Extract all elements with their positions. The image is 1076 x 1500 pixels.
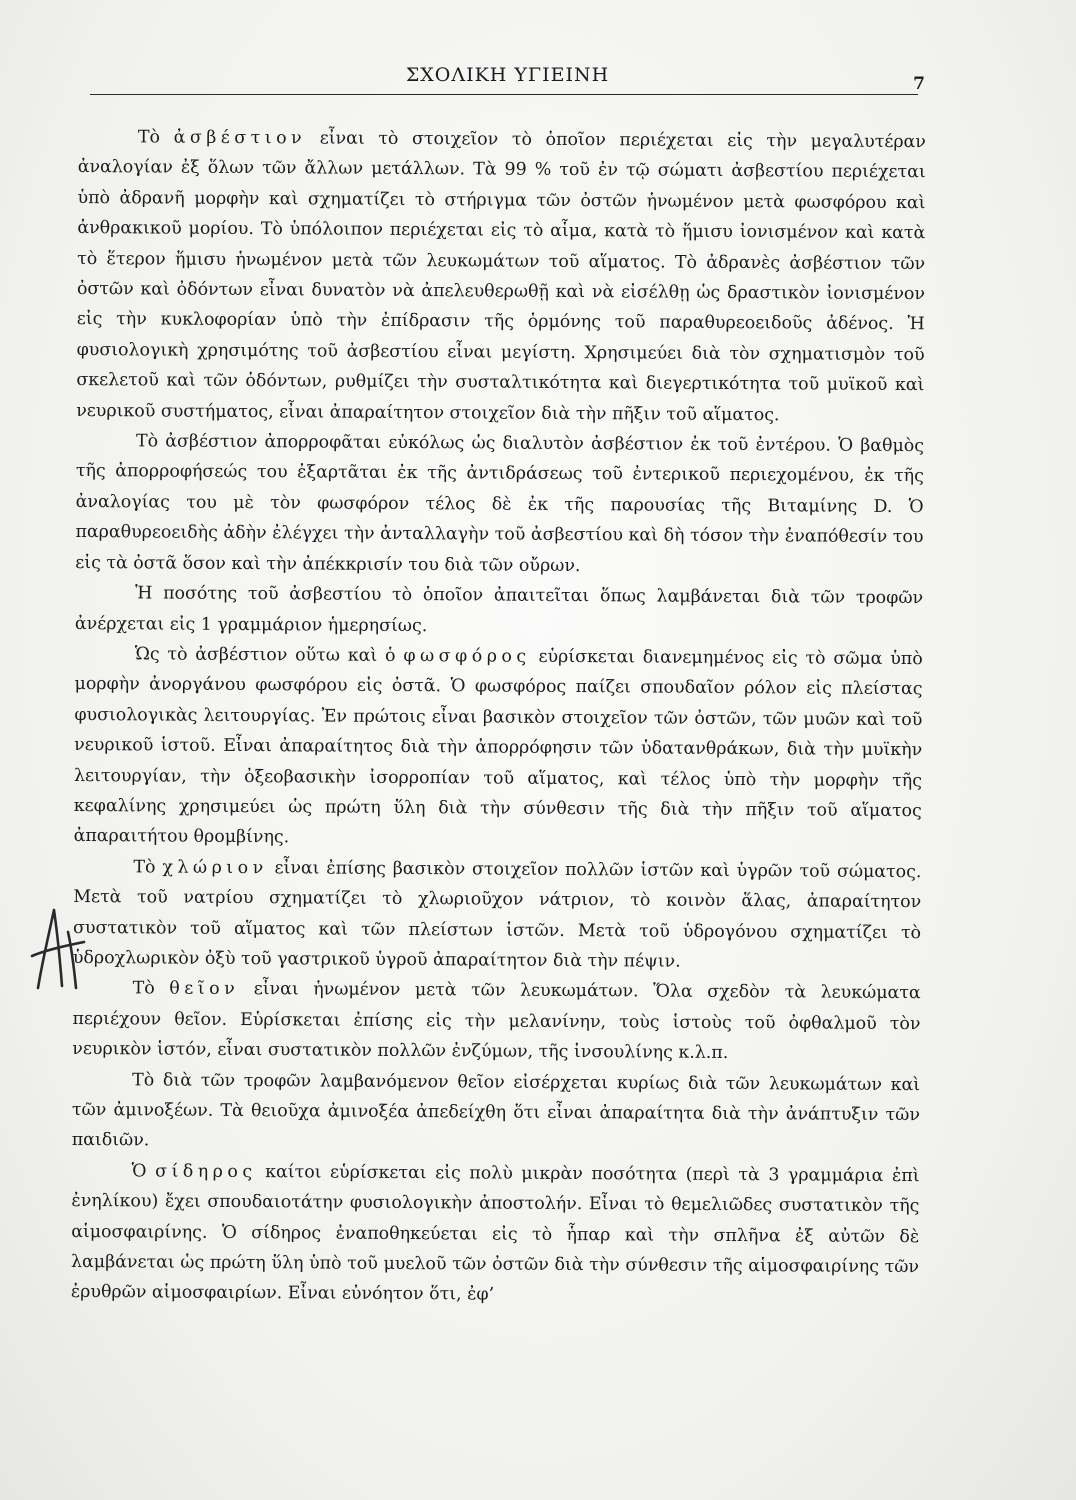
paragraph-iron bbox=[71, 1156, 920, 1313]
paragraph-phosphorus bbox=[74, 639, 923, 857]
paragraph-text: εὑρίσκεται διανεμημένος εἰς τὸ σῶμα ὑπὸ μορφὴν ἀνοργάνου φωσφόρου εἰς ὀστᾶ. Ὁ φωσφόρος παίζει σπουδαῖον ρόλον εἰς πλείστας φυσιολογικὰς λειτουργίας. Ἐν πρώτοις εἶναι βασικὸν στοιχεῖον τῶν ὀστῶν, τῶν μυῶν καὶ τοῦ νευρικοῦ ἱστοῦ. Εἶναι ἀπαραίτητος διὰ τὴν ἀπορρόφησιν τῶν ὑδατανθράκων, διὰ τὴν μυϊκὴν λειτουργίαν, τὴν ὀξεοβασικὴν ἰσορροπίαν τοῦ αἵματος, καὶ τέλος ὑπὸ τὴν μορφὴν τῆς κεφαλίνης χρησιμεύει ὡς πρώτη ὕλη διὰ τὴν σύνθεσιν τῆς διὰ τὴν πῆξιν τοῦ αἵματος ἀπαραιτήτου θρομβίνης. bbox=[73, 646, 923, 848]
paragraph-lead: Τὸ bbox=[133, 857, 156, 878]
paragraph-chlorine bbox=[73, 852, 922, 979]
paragraph-sulfur bbox=[72, 973, 921, 1069]
spaced-term: θεῖον bbox=[169, 978, 240, 1000]
spaced-term: χλώριον bbox=[162, 857, 268, 878]
paragraph-calcium-absorption bbox=[75, 426, 924, 583]
paragraph-sulfur-intake bbox=[72, 1065, 921, 1161]
paragraph-calcium-requirement bbox=[75, 578, 923, 644]
spaced-term: ἀσβέστιον bbox=[173, 127, 307, 149]
header-rule bbox=[90, 94, 918, 95]
page-number: 7 bbox=[913, 74, 925, 94]
body-text bbox=[71, 122, 926, 1313]
paragraph-lead: Τὸ bbox=[132, 978, 155, 999]
paragraph-lead: Τὸ bbox=[137, 127, 161, 148]
paragraph-text: καίτοι εὑρίσκεται εἰς πολὺ μικρὰν ποσότητα (περὶ τὰ 3 γραμμάρια ἐπὶ ἐνηλίκου) ἔχει σπουδαιοτάτην φυσιολογικὴν ἀποστολήν. Εἶναι τὸ θεμελιῶδες συστατικὸν τῆς αἱμοσφαιρίνης. Ὁ σίδηρος ἐναποθηκεύεται εἰς τὸ ἧπαρ καὶ τὴν σπλῆνα ἐξ αὐτῶν δὲ λαμβάνεται ὡς πρώτη ὕλη ὑπὸ τοῦ μυελοῦ τῶν ὀστῶν διὰ τὴν σύνθεσιν τῆς αἱμοσφαιρίνης τῶν ἐρυθρῶν αἱμοσφαιρίων. Εἶναι εὐνόητον ὅτι, ἐφ’ bbox=[70, 1161, 920, 1306]
paragraph-text: Τὸ ἀσβέστιον ἀπορροφᾶται εὐκόλως ὡς διαλυτὸν ἀσβέστιον ἐκ τοῦ ἐντέρου. Ὁ βαθμὸς τῆς ἀπορροφήσεώς του ἐξαρτᾶται ἐκ τῆς ἀντιδράσεως τοῦ ἐντερικοῦ περιεχομένου, ἐκ τῆς ἀναλογίας του μὲ τὸν φωσφόρον τέλος δὲ ἐκ τῆς παρουσίας τῆς Βιταμίνης D. Ὁ παραθυρεοειδὴς ἀδὴν ἐλέγχει τὴν ἀνταλλαγὴν τοῦ ἀσβεστίου καὶ δὴ τόσον τὴν ἐναπόθεσίν του εἰς τὰ ὀστᾶ ὅσον καὶ τὴν ἀπέκκρισίν του διὰ τῶν οὔρων. bbox=[75, 431, 925, 576]
paragraph-text: Τὸ διὰ τῶν τροφῶν λαμβανόμενον θεῖον εἰσέρχεται κυρίως διὰ τῶν λευκωμάτων καὶ τῶν ἀμινοξέων. Τὰ θειοῦχα ἀμινοξέα ἀπεδείχθη ὅτι εἶναι ἀπαραίτητα διὰ τὴν ἀνάπτυξιν τῶν παιδιῶν. bbox=[71, 1069, 921, 1151]
handwritten-margin-mark bbox=[24, 898, 94, 993]
paragraph-text: εἶναι ἡνωμένον μετὰ τῶν λευκωμάτων. Ὅλα σχεδὸν τὰ λευκώματα περιέχουν θεῖον. Εὑρίσκεται ἐπίσης εἰς τὴν μελανίνην, τοὺς ἱστοὺς τοῦ ὀφθαλμοῦ τὸν νευρικὸν ἱστόν, εἶναι συστατικὸν πολλῶν ἐνζύμων, τῆς ἰνσουλίνης κ.λ.π. bbox=[72, 979, 921, 1064]
paragraph-text: εἶναι τὸ στοιχεῖον τὸ ὁποῖον περιέχεται εἰς τὴν μεγαλυτέραν ἀναλογίαν ἐξ ὅλων τῶν ἄλλων μετάλλων. Τὰ 99 % τοῦ ἐν τῷ σώματι ἀσβεστίου περιέχεται ὑπὸ ἀδρανῆ μορφὴν καὶ σχηματίζει τὸ στήριγμα τῶν ὀστῶν ἡνωμένον μετὰ φωσφόρου καὶ ἀνθρακικοῦ μορίου. Τὸ ὑπόλοιπον περιέχεται εἰς τὸ αἷμα, κατὰ τὸ ἥμισυ ἰονισμένον καὶ κατὰ τὸ ἕτερον ἥμισυ ἡνωμένον μετὰ τῶν λευκωμάτων τοῦ αἵματος. Τὸ ἀδρανὲς ἀσβέστιον τῶν ὀστῶν καὶ ὀδόντων εἶναι δυνατὸν νὰ ἀπελευθερωθῇ καὶ νὰ εἰσέλθῃ ὡς δραστικὸν ἰονισμένον εἰς τὴν κυκλοφορίαν ὑπὸ τὴν ἐπίδρασιν τῆς ὁρμόνης τοῦ παραθυρεοειδοῦς ἀδένος. Ἡ φυσιολογικὴ χρησιμότης τοῦ ἀσβεστίου εἶναι μεγίστη. Χρησιμεύει διὰ τὸν σχηματισμὸν τοῦ σκελετοῦ καὶ τῶν ὀδόντων, ρυθμίζει τὴν συσταλτικότητα καὶ διεγερτικότητα τοῦ μυϊκοῦ καὶ νευρικοῦ συστήματος, εἶναι ἀπαραίτητον στοιχεῖον διὰ τὴν πῆξιν τοῦ αἵματος. bbox=[76, 128, 926, 425]
spaced-term: φωσφόρος bbox=[403, 645, 531, 667]
paragraph-lead: Ὁ bbox=[131, 1161, 147, 1182]
paragraph-text: εἶναι ἐπίσης βασικὸν στοιχεῖον πολλῶν ἱστῶν καὶ ὑγρῶν τοῦ σώματος. Μετὰ τοῦ νατρίου σχηματίζει τὸ χλωριοῦχον νάτριον, τὸ κοινὸν ἅλας, ἀπαραίτητον συστατικὸν τοῦ αἵματος καὶ τῶν πλείστων ἱστῶν. Μετὰ τοῦ ὑδρογόνου σχηματίζει τὸ ὑδροχλωρικὸν ὀξὺ τοῦ γαστρικοῦ ὑγροῦ ἀπαραίτητον διὰ τὴν πέψιν. bbox=[72, 857, 922, 972]
running-title: ΣΧΟΛΙΚΗ ΥΓΙΕΙΝΗ bbox=[405, 64, 610, 86]
page-header bbox=[90, 64, 925, 96]
paragraph-calcium bbox=[76, 122, 926, 431]
spaced-term: σίδηρος bbox=[155, 1161, 257, 1182]
paragraph-lead: Ὡς τὸ ἀσβέστιον οὕτω καὶ ὁ bbox=[134, 644, 396, 666]
paragraph-text: Ἡ ποσότης τοῦ ἀσβεστίου τὸ ὁποῖον ἀπαιτεῖται ὅπως λαμβάνεται διὰ τῶν τροφῶν ἀνέρχεται εἰς 1 γραμμάριον ἡμερησίως. bbox=[74, 583, 924, 636]
